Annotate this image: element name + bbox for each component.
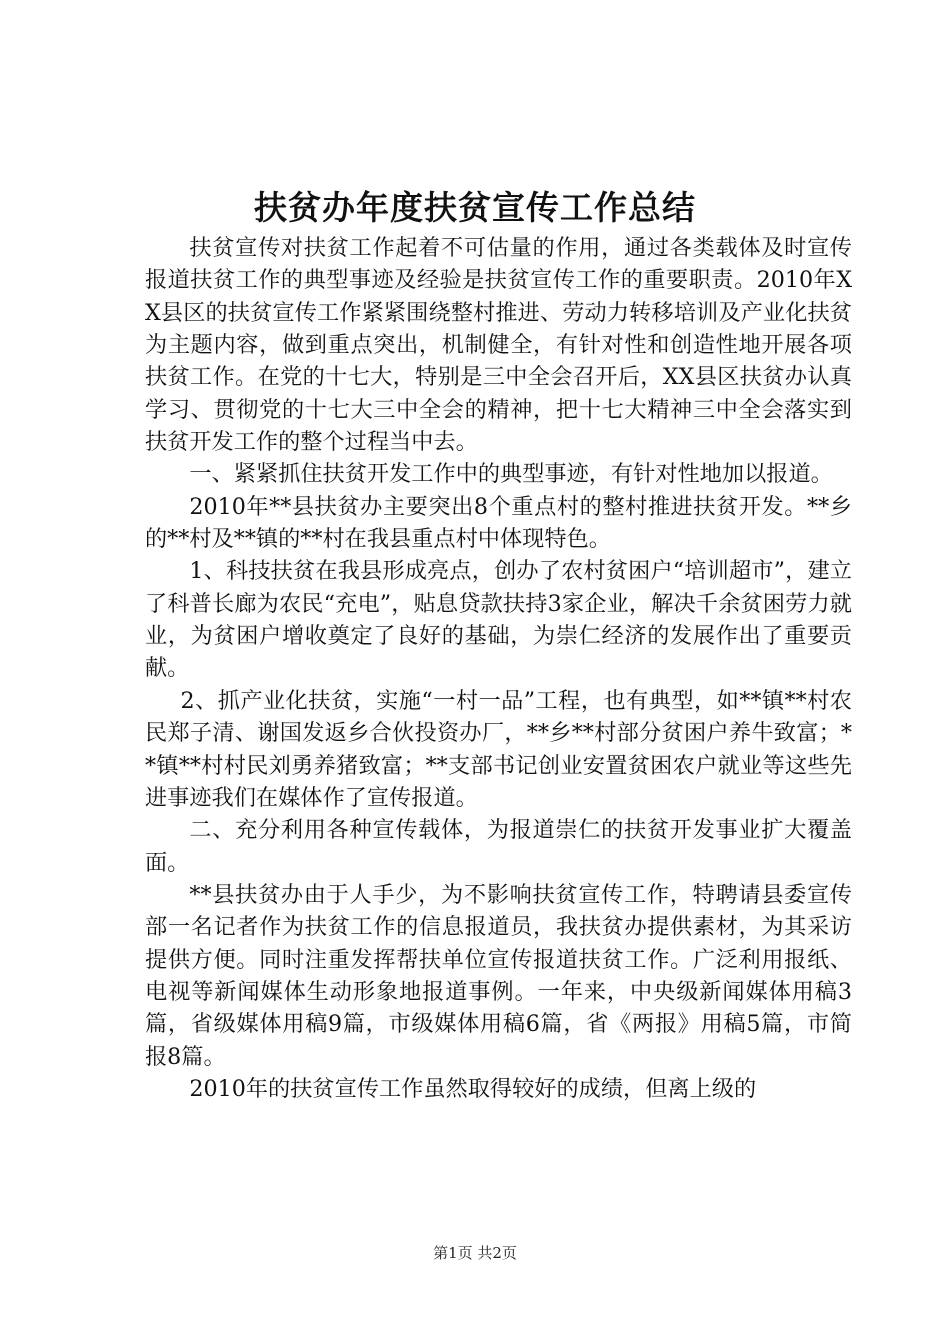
paragraph-tech-poverty-relief: 1、科技扶贫在我县形成亮点，创办了农村贫困户“培训超市”，建立了科普长廊为农民“充电”，贴息贷款扶持3家企业，解决千余贫困劳力就业，为贫困户增收奠定了良好的基础，为崇仁经济的发展作出了重要贡献。 xyxy=(145,558,852,682)
paragraph-conclusion-start: 2010年的扶贫宣传工作虽然取得较好的成绩，但离上级的 xyxy=(189,1075,757,1102)
paragraph-intro: 扶贫宣传对扶贫工作起着不可估量的作用，通过各类载体及时宣传报道扶贫工作的典型事迹及经验是扶贫宣传工作的重要职责。2010年XX县区的扶贫宣传工作紧紧围绕整村推进、劳动力转移培训及产业化扶贫为主题内容，做到重点突出，机制健全，有针对性和创造性地开展各项扶贫工作。在党的十七大，特别是三中全会召开后，XX县区扶贫办认真学习、贯彻党的十七大三中全会的精神，把十七大精神三中全会落实到扶贫开发工作的整个过程当中去。 xyxy=(145,235,852,456)
paragraph-section-two-heading: 二、充分利用各种宣传载体，为报道崇仁的扶贫开发事业扩大覆盖面。 xyxy=(145,817,852,876)
page-number-footer: 第1页 共2页 xyxy=(433,1244,517,1262)
document-body xyxy=(145,232,852,1105)
paragraph-key-villages: 2010年**县扶贫办主要突出8个重点村的整村推进扶贫开发。**乡的**村及**镇的**村在我县重点村中体现特色。 xyxy=(145,493,852,553)
paragraph-section-one-heading: 一、紧紧抓住扶贫开发工作中的典型事迹，有针对性地加以报道。 xyxy=(189,461,833,488)
document-title: 扶贫办年度扶贫宣传工作总结 xyxy=(254,188,696,227)
paragraph-industrial-poverty-relief: 2、抓产业化扶贫，实施“一村一品”工程，也有典型，如**镇**村农民郑子清、谢国发返乡合伙投资办厂，**乡**村部分贫困户养牛致富；**镇**村村民刘勇养猪致富；**支部书记创业安置贫困农户就业等这些先进事迹我们在媒体作了宣传报道。 xyxy=(145,687,852,811)
paragraph-media-coverage: **县扶贫办由于人手少，为不影响扶贫宣传工作，特聘请县委宣传部一名记者作为扶贫工作的信息报道员，我扶贫办提供素材，为其采访提供方便。同时注重发挥帮扶单位宣传报道扶贫工作。广泛利用报纸、电视等新闻媒体生动形象地报道事例。一年来，中央级新闻媒体用稿3篇，省级媒体用稿9篇，市级媒体用稿6篇，省《两报》用稿5篇，市简报8篇。 xyxy=(145,881,852,1070)
